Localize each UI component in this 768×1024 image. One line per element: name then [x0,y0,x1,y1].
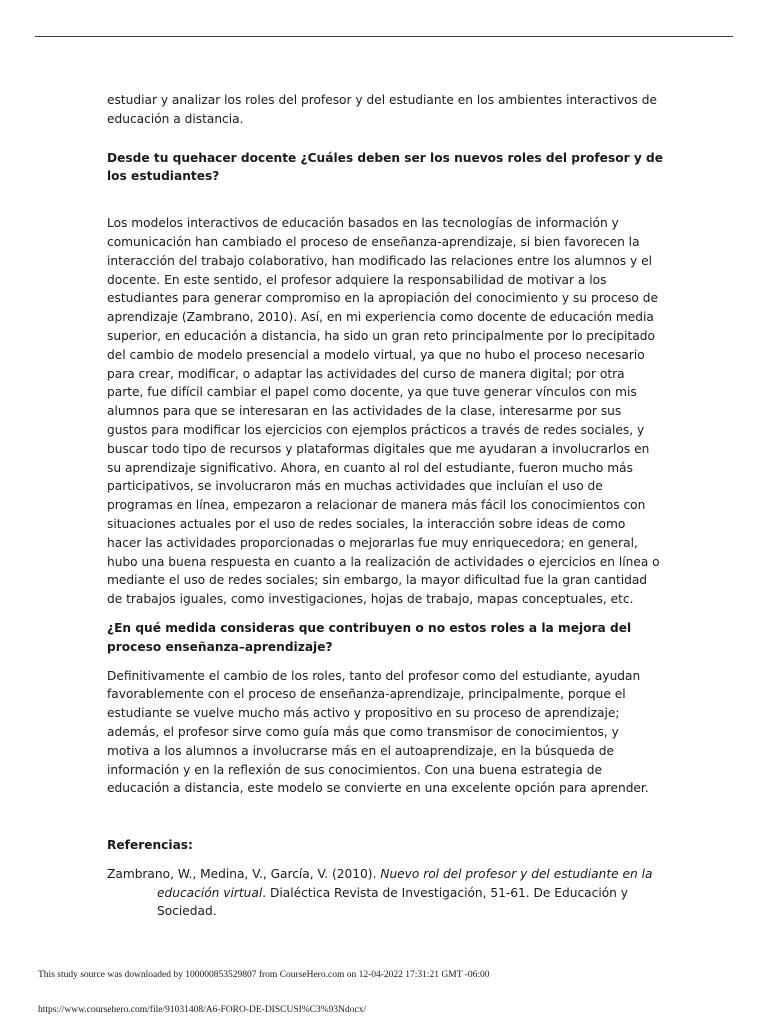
reference-title: Nuevo rol del profesor y del estudiante en la educación virtual [157,866,653,900]
question-1-heading: Desde tu quehacer docente ¿Cuáles deben ser los nuevos roles del profesor y de los estudiantes? [107,150,664,184]
answer-1-paragraph: Los modelos interactivos de educación basados en las tecnologías de información y comunicación han cambiado el proceso de enseñanza-aprendizaje, si bien favorecen la interacción del trabajo colaborativo, han modificado las relaciones entre los alumnos y el docente. En este sentido, el profesor adquiere la responsabilidad de motivar a los estudiantes para generar compromiso en la apropiación del conocimiento y su proceso de aprendizaje (Zambrano, 2010). Así, en mi experiencia como docente de educación media superior, en educación a distancia, ha sido un gran reto principalmente por lo precipitado del cambio de modelo presencial a modelo virtual, ya que no hubo el proceso necesario para crear, modificar, o adaptar las actividades del curso de manera digital; por otra parte, fue difícil cambiar el papel como docente, ya que tuve generar vínculos con mis alumnos para que se interesaran en las actividades de la clase, interesarme por sus gustos para modificar los ejercicios con ejemplos prácticos a través de redes sociales, y buscar todo tipo de recursos y plataformas digitales que me ayudaran a involucrarlos en su aprendizaje significativo. Ahora, en cuanto al rol del estudiante, fueron mucho más participativos, se involucraron más en muchas actividades que incluían el uso de programas en línea, empezaron a relacionar de manera más fácil los conocimientos con situaciones actuales por el uso de redes sociales, la interacción sobre ideas de como hacer las actividades proporcionadas o mejorarlas fue muy enriquecedora; en general, hubo una buena respuesta en cuanto a la realización de actividades o ejercicios en línea o mediante el uso de redes sociales; sin embargo, la mayor dificultad fue la gran cantidad de trabajos iguales, como investigaciones, hojas de trabajo, mapas conceptuales, etc. [107,216,660,607]
download-notice: This study source was downloaded by 100000853529807 from CourseHero.com on 12-04-2022 17:31:21 GMT -06:00 [38,970,490,980]
source-url[interactable]: https://www.coursehero.com/file/91031408/A6-FORO-DE-DISCUSI%C3%93Ndocx/ [38,1005,367,1015]
header-rule [35,36,733,37]
question-2-heading: ¿En qué medida consideras que contribuyen o no estos roles a la mejora del proceso enseñanza–aprendizaje? [107,620,632,654]
intro-paragraph: estudiar y analizar los roles del profesor y del estudiante en los ambientes interactivos de educación a distancia. [107,93,657,126]
document-body [107,91,663,921]
reference-entry [107,865,663,921]
answer-2-paragraph: Definitivamente el cambio de los roles, tanto del profesor como del estudiante, ayudan favorablemente con el proceso de enseñanza-aprendizaje, principalmente, porque el estudiante se vuelve mucho más activo y propositivo en su proceso de aprendizaje; además, el profesor sirve como guía más que como transmisor de conocimientos, y motiva a los alumnos a involucrarse más en el autoaprendizaje, en la búsqueda de información y en la reflexión de sus conocimientos. Con una buena estrategia de educación a distancia, este modelo se convierte en una excelente opción para aprender. [107,668,649,796]
references-heading: Referencias: [107,838,193,853]
reference-details: . Dialéctica Revista de Investigación, 51-61. De Educación y Sociedad. [157,885,628,919]
reference-authors: Zambrano, W., Medina, V., García, V. (2010). [107,866,381,881]
